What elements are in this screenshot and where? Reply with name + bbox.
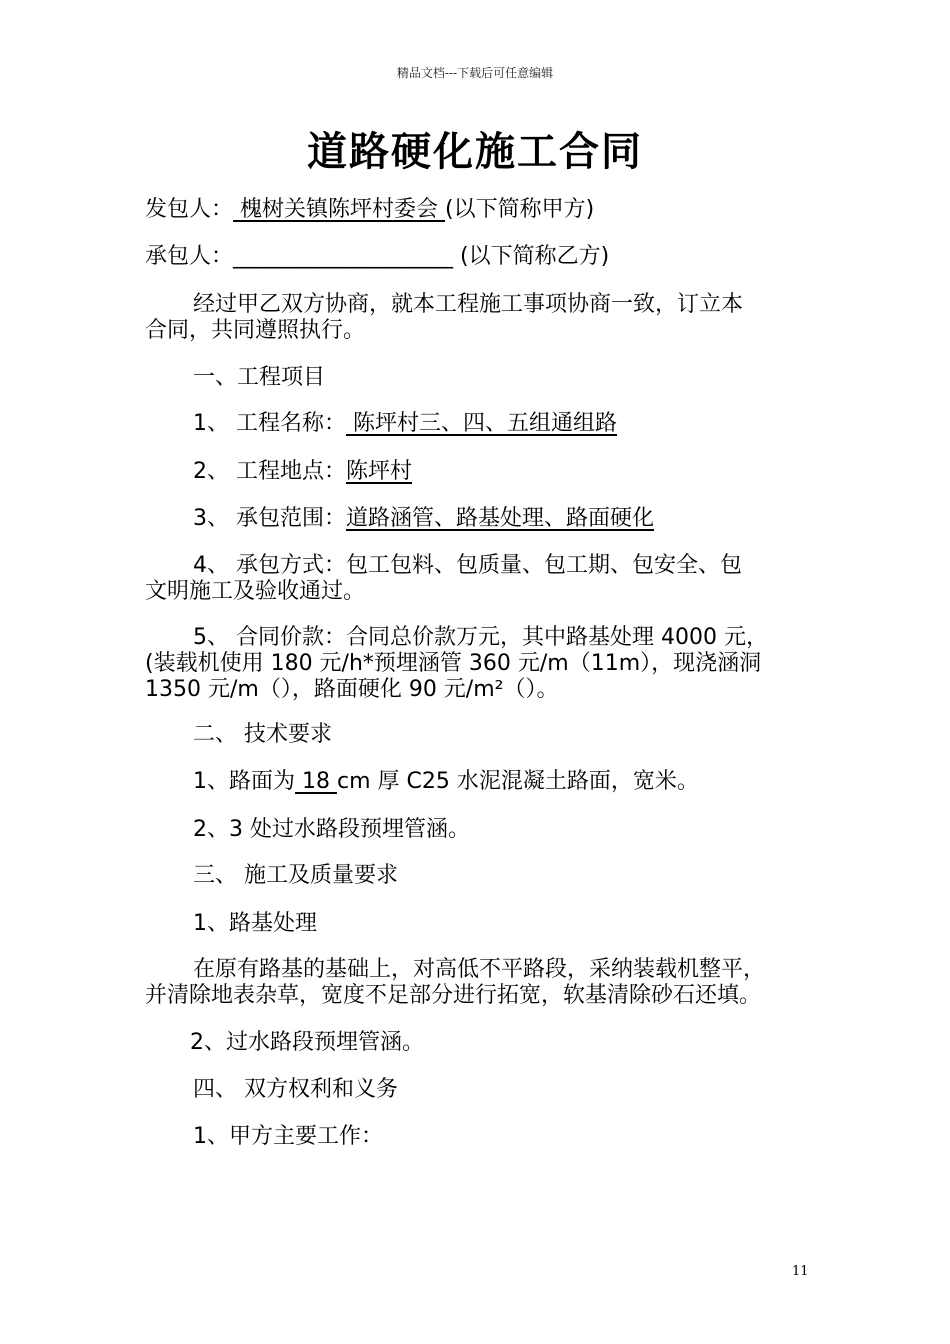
document-title: 道路硬化施工合同 xyxy=(307,129,643,175)
contractor-label: 承包人： xyxy=(145,244,234,269)
employer-note: (以下简称甲方) xyxy=(445,197,595,222)
culvert-spec-line: 2、3 处过水路段预埋管涵。 xyxy=(193,817,470,842)
contractor-line xyxy=(145,244,609,270)
header-watermark: 精品文档---下载后可任意编辑 xyxy=(396,66,554,80)
project-name-label: 1、 工程名称： xyxy=(193,411,346,436)
project-name-line xyxy=(193,411,617,437)
pavement-spec-post: cm 厚 C25 水泥混凝土路面，宽米。 xyxy=(336,769,699,794)
intro-line-2: 合同，共同遵照执行。 xyxy=(145,318,366,343)
subgrade-heading: 1、路基处理 xyxy=(193,911,317,936)
project-location-value: 陈坪村 xyxy=(346,459,413,484)
subgrade-para-line-2: 并清除地表杂草，宽度不足部分进行拓宽，软基清除砂石还填。 xyxy=(145,983,762,1008)
contract-scope-value: 道路涵管、路基处理、路面硬化 xyxy=(346,506,655,531)
contractor-blank: ____________________ xyxy=(233,244,454,269)
contract-price-line-2: (装载机使用 180 元/h*预埋涵管 360 元/m（11m），现浇涵洞 xyxy=(145,651,762,676)
project-location-line xyxy=(193,459,412,485)
contract-price-line-3: 1350 元/m（），路面硬化 90 元/m²（）。 xyxy=(145,677,559,702)
subgrade-para-line-1: 在原有路基的基础上，对高低不平路段，采纳装载机整平， xyxy=(193,957,766,982)
intro-line-1: 经过甲乙双方协商，就本工程施工事项协商一致，订立本 xyxy=(193,292,744,317)
page-number: 11 xyxy=(792,1264,809,1279)
contract-price-line-1: 5、 合同价款：合同总价款万元，其中路基处理 4000 元， xyxy=(193,625,768,650)
contractor-note: (以下简称乙方) xyxy=(453,244,610,269)
contract-scope-line xyxy=(193,506,654,532)
pavement-spec-line xyxy=(193,769,699,795)
culvert-heading: 2、过水路段预埋管涵。 xyxy=(190,1030,424,1055)
section3-heading: 三、 施工及质量要求 xyxy=(193,863,398,888)
section2-heading: 二、 技术要求 xyxy=(193,722,332,747)
contract-mode-line-2: 文明施工及验收通过。 xyxy=(145,579,366,604)
employer-label: 发包人： xyxy=(145,197,234,222)
pavement-thickness-value: 18 xyxy=(295,769,337,794)
contract-mode-line-1: 4、 承包方式：包工包料、包质量、包工期、包安全、包 xyxy=(193,553,742,578)
contract-scope-label: 3、 承包范围： xyxy=(193,506,346,531)
project-location-label: 2、 工程地点： xyxy=(193,459,346,484)
section4-heading: 四、 双方权利和义务 xyxy=(193,1077,398,1102)
party-a-duties-heading: 1、甲方主要工作： xyxy=(193,1124,383,1149)
section1-heading: 一、工程项目 xyxy=(193,365,326,390)
employer-line xyxy=(145,197,594,223)
employer-name: 槐树关镇陈坪村委会 xyxy=(233,197,446,222)
project-name-value: 陈坪村三、四、五组通组路 xyxy=(346,411,617,436)
pavement-spec-pre: 1、路面为 xyxy=(193,769,295,794)
